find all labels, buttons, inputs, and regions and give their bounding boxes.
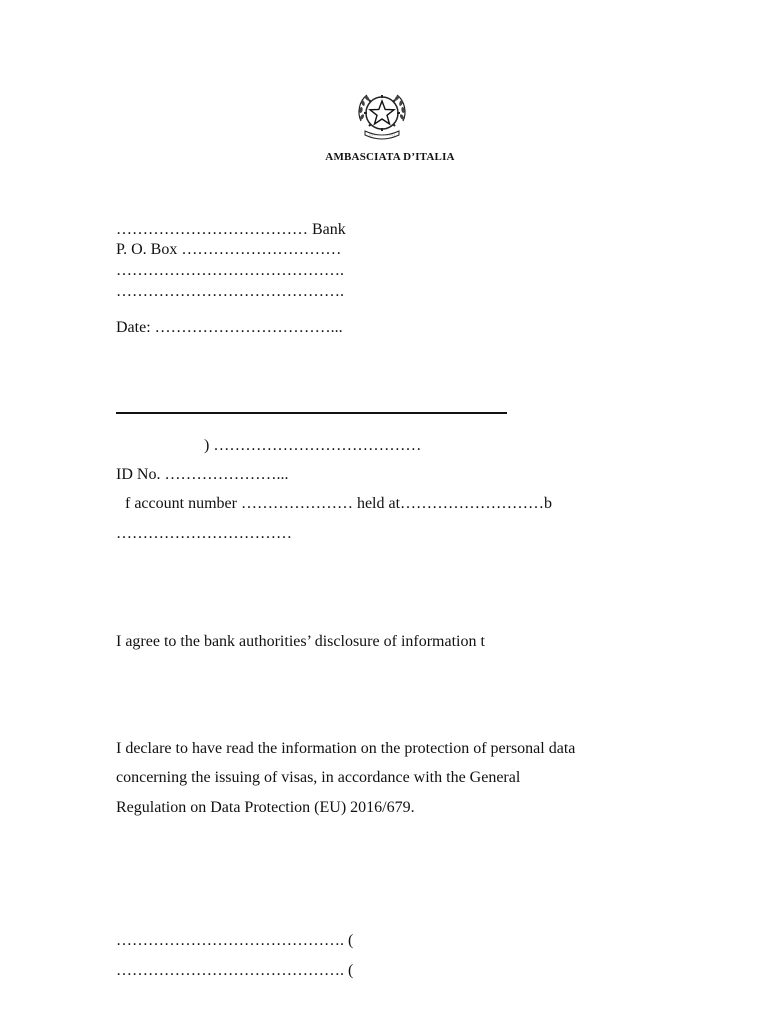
subject-rule [116, 412, 507, 414]
date-field: Date: ……………………………... [116, 319, 343, 336]
embassy-title: AMBASCIATA D’ITALIA [325, 151, 455, 163]
bank-name-field: ……………………………… Bank [116, 221, 346, 238]
po-box-field: P. O. Box ………………………… [116, 241, 342, 258]
name-field: ) ………………………………… [204, 437, 422, 454]
signature-line-2: ……………………………………. ( [116, 962, 354, 979]
signature-line-1: ……………………………………. ( [116, 932, 354, 949]
id-number-field: ID No. …………………... [116, 466, 289, 483]
bank-branch-field: …………………………… [116, 525, 292, 542]
account-number-field: f account number ………………… held at………………………b [125, 495, 553, 512]
declaration-line-2: concerning the issuing of visas, in accordance with the General [116, 769, 521, 786]
declaration-line-3: Regulation on Data Protection (EU) 2016/679. [116, 799, 415, 816]
address-line-3: ……………………………………. [116, 262, 344, 279]
italian-republic-emblem-icon [353, 87, 411, 143]
declaration-line-1: I declare to have read the information on the protection of personal data [116, 740, 576, 757]
address-line-4: ……………………………………. [116, 283, 344, 300]
consent-statement: I agree to the bank authorities’ disclosure of information t [116, 633, 485, 650]
